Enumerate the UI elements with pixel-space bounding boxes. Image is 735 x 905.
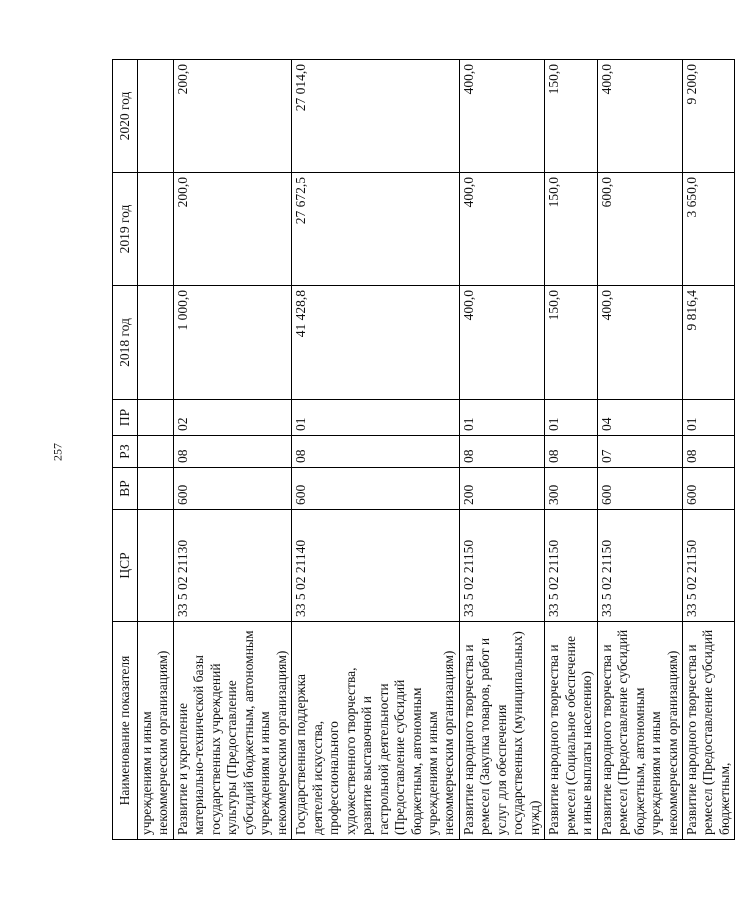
row-rz: 08 (683, 436, 735, 468)
row-name: Развитие народного творчества и ремесел (Предоставление субсидий бюджетным, (683, 622, 735, 840)
row-2020: 400,0 (597, 60, 682, 173)
header-vr: ВР (113, 468, 138, 510)
row-2020 (138, 60, 174, 173)
row-csr: 33 5 02 21150 (545, 510, 597, 622)
row-pr: 01 (292, 400, 460, 436)
row-vr: 300 (545, 468, 597, 510)
table-row (597, 60, 682, 840)
row-vr: 600 (173, 468, 291, 510)
table-row (292, 60, 460, 840)
row-csr (138, 510, 174, 622)
row-pr: 01 (683, 400, 735, 436)
row-vr: 600 (597, 468, 682, 510)
row-2018: 400,0 (597, 286, 682, 400)
row-csr: 33 5 02 21150 (459, 510, 544, 622)
row-name: Государственная поддержка деятелей искусства, профессионального художественного творчества, развитие выставочной и гастрольной деятельности (Предоставление субсидий бюджетным, автономным учреждениям и иным некоммерческим организациям) (292, 622, 460, 840)
header-pr: ПР (113, 400, 138, 436)
header-csr: ЦСР (113, 510, 138, 622)
row-2018: 400,0 (459, 286, 544, 400)
rotated-table-wrapper (112, 60, 732, 840)
row-pr (138, 400, 174, 436)
row-rz: 08 (292, 436, 460, 468)
row-csr: 33 5 02 21150 (683, 510, 735, 622)
table-row (459, 60, 544, 840)
row-csr: 33 5 02 21140 (292, 510, 460, 622)
row-pr: 01 (459, 400, 544, 436)
row-2020: 400,0 (459, 60, 544, 173)
header-rz: РЗ (113, 436, 138, 468)
header-2020: 2020 год (113, 60, 138, 173)
row-name: Развитие народного творчества и ремесел (Социальное обеспечение и иные выплаты населению) (545, 622, 597, 840)
row-csr: 33 5 02 21150 (597, 510, 682, 622)
row-2020: 27 014,0 (292, 60, 460, 173)
row-2019: 27 672,5 (292, 173, 460, 286)
row-name: Развитие народного творчества и ремесел (Предоставление субсидий бюджетным, автономным учреждениям и иным некоммерческим организациям) (597, 622, 682, 840)
row-2019: 600,0 (597, 173, 682, 286)
row-2020: 150,0 (545, 60, 597, 173)
budget-table (112, 59, 735, 840)
row-name: Развитие и укрепление материально-технической базы государственных учреждений культуры (Предоставление субсидий бюджетным, автономным учреждениям и иным некоммерческим организациям) (173, 622, 291, 840)
row-rz: 08 (173, 436, 291, 468)
row-name: учреждениям и иным некоммерческим организациям) (138, 622, 174, 840)
row-pr: 02 (173, 400, 291, 436)
row-2018: 1 000,0 (173, 286, 291, 400)
row-rz: 08 (459, 436, 544, 468)
table-row (173, 60, 291, 840)
row-2019: 150,0 (545, 173, 597, 286)
row-vr: 200 (459, 468, 544, 510)
row-rz (138, 436, 174, 468)
row-2018: 9 816,4 (683, 286, 735, 400)
table-row (683, 60, 735, 840)
table-row (545, 60, 597, 840)
row-vr: 600 (683, 468, 735, 510)
row-vr: 600 (292, 468, 460, 510)
row-2019: 3 650,0 (683, 173, 735, 286)
header-2019: 2019 год (113, 173, 138, 286)
row-rz: 07 (597, 436, 682, 468)
row-2019 (138, 173, 174, 286)
row-pr: 01 (545, 400, 597, 436)
header-name: Наименование показателя (113, 622, 138, 840)
header-2018: 2018 год (113, 286, 138, 400)
row-2020: 9 200,0 (683, 60, 735, 173)
row-vr (138, 468, 174, 510)
row-2019: 400,0 (459, 173, 544, 286)
row-2018: 150,0 (545, 286, 597, 400)
page-number: 257 (50, 443, 65, 461)
row-name: Развитие народного творчества и ремесел (Закупка товаров, работ и услуг для обеспечения государственных (муниципальных) нужд) (459, 622, 544, 840)
row-2018 (138, 286, 174, 400)
row-2019: 200,0 (173, 173, 291, 286)
table-row (138, 60, 174, 840)
table-header-row (113, 60, 138, 840)
row-2020: 200,0 (173, 60, 291, 173)
row-2018: 41 428,8 (292, 286, 460, 400)
row-rz: 08 (545, 436, 597, 468)
row-pr: 04 (597, 400, 682, 436)
row-csr: 33 5 02 21130 (173, 510, 291, 622)
